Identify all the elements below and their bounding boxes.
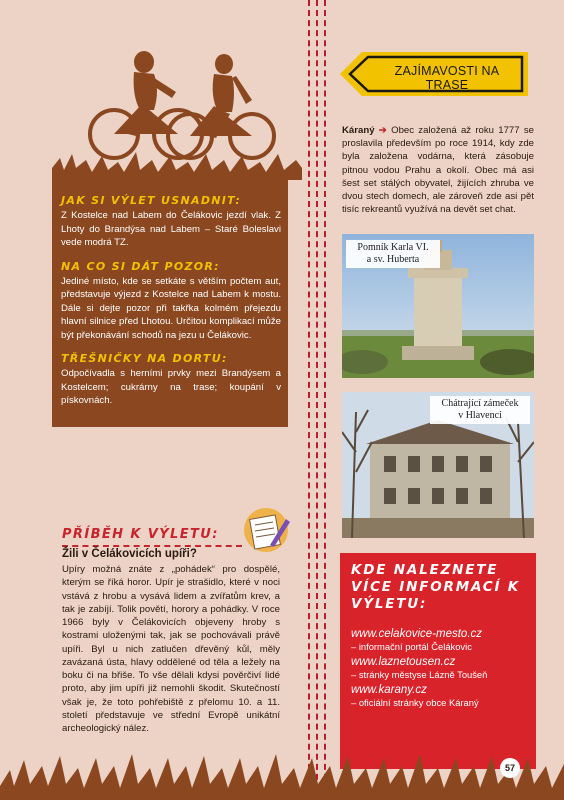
monument-caption: Pomník Karla VI. a sv. Huberta [346,240,440,268]
more-info-box [340,553,536,769]
story-subheading: Žili v Čelákovicích upíři? [62,548,197,560]
chateau-photo [342,392,534,538]
heading-easier: JAK SI VÝLET USNADNIT: [61,194,242,207]
text-highlights: Odpočívadla s herními prvky mezi Brandýsem a Kostelcem; cukrárny na trase; koupání v pískovnách. [61,368,281,406]
karany-description: Obec založená až roku 1777 se proslavila především po roce 1914, kdy zde byla založena vodárna, která zásobuje pitnou vodou Prahu a okolí. Obec má asi šest set stálých obyvatel, žijících zhruba ve dvou stech domech, ale zároveň zde asi pět tisíc rekreantů využívá na devět set chat. [342,125,534,216]
monument-photo [342,234,534,378]
link-celakovice[interactable]: www.celakovice-mesto.cz [351,628,483,640]
desc-celakovice: – informační portál Čelákovic [351,641,472,652]
grass-bottom-decoration [0,746,564,800]
karany-text [342,124,534,216]
desc-laznetousen: – stránky městyse Lázně Toušeň [351,669,488,681]
text-caution: Jediné místo, kde se setkáte s větším počtem aut, představuje výjezd z Kostelce nad Labem k mostu. Dále si dejte pozor při takřka kolmém přejezdu hlavní silnice před Lhotou. Určitou komplikací může být překonávání schodů na jezu u Čelákovic. [61,275,281,341]
story-heading: PŘÍBĚH K VÝLETU: [62,527,219,542]
more-info-heading: KDE NALEZNETE VÍCE INFORMACÍ K VÝLETU: [351,562,521,612]
dashed-stripe [308,0,310,800]
dashed-stripe [324,0,326,800]
text-easier: Z Kostelce nad Labem do Čelákovic jezdí vlak. Z Lhoty do Brandýsa nad Labem – Staré Boleslavi vede modrá TZ. [61,210,281,248]
story-heading-underline [62,545,242,547]
dashed-stripe [316,0,318,800]
chateau-caption: Chátrající zámeček v Hlavenci [430,396,530,424]
link-karany[interactable]: www.karany.cz [351,684,427,697]
cyclists-silhouette [82,34,282,164]
heading-caution: NA CO SI DÁT POZOR: [61,259,220,273]
page-number: 57 [500,758,520,778]
arrow-right-icon: ➔ [378,125,387,136]
heading-highlights: TŘEŠNIČKY NA DORTU: [61,352,228,365]
karany-name: Káraný [342,125,375,136]
sign-label: ZAJÍMAVOSTI NA TRASE [394,64,500,92]
story-text: Upíry možná znáte z „pohádek“ pro dospělé, kterým se říká horor. Upír je strašidlo, které v noci vstává z hrobu a vysává lidem a zvířatům krev, a tak je zabíjí. Tolik povětí, horory a pohádky. V roce 1966 byly v Čelákovicích objeveny hroby s kostrami uloženými tak, jak se pochovávali právě upíři. Byl u nich zatlučen dřevěný kůl, měly zavázaná ústa, hlavy oddělené od těla a ležely na boku či na břiše. To vše dělali kdysi pověrčiví lidé proto, aby jim upíři již nemohli škodit. Skutečností však je, že toto pohřebiště z přelomu 10. a 11. století představuje ve střední Evropě unikátní archeologický nález. [62,564,280,734]
notepad-pencil-icon [240,505,292,555]
trip-tips-box [52,172,288,427]
link-laznetousen[interactable]: www.laznetousen.cz [351,656,456,669]
desc-karany: – oficiální stránky obce Káraný [351,697,479,709]
